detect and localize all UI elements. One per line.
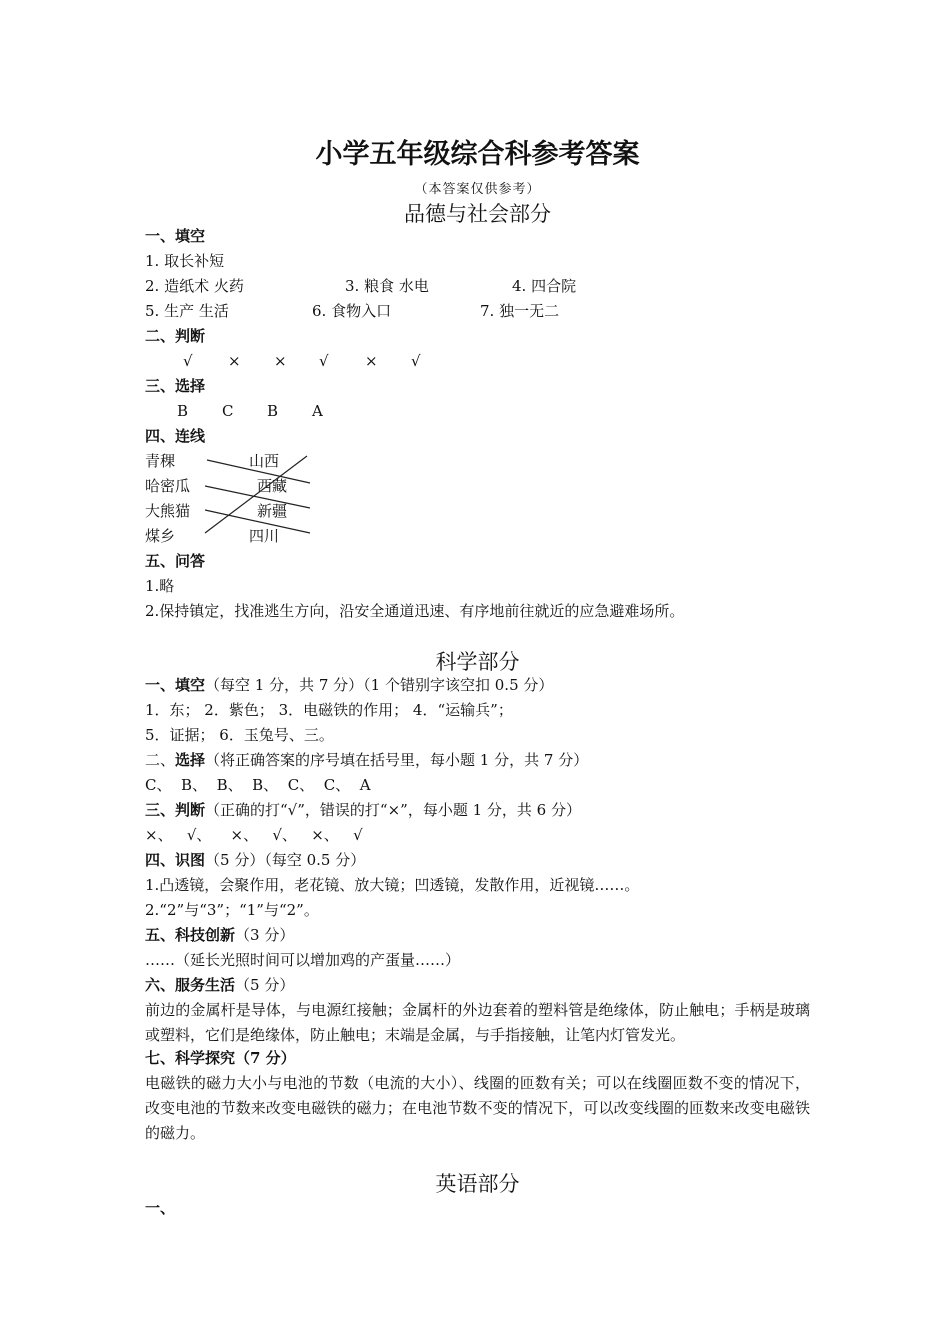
- kexue-q5-label: 五、科技创新: [145, 926, 236, 944]
- match-line: [205, 486, 310, 508]
- kexue-q2-label: 选择: [175, 751, 206, 769]
- kexue-q7-label: 七、科学探究（7 分）: [145, 1049, 296, 1067]
- kexue-q5-header: [145, 925, 294, 945]
- kexue-q4-header: [145, 850, 365, 870]
- match-left-item: 大熊猫: [145, 502, 191, 520]
- page-subtitle: （本答案仅供参考）: [414, 182, 541, 197]
- pinde-q1-ans2: 2. 造纸术 火药: [145, 277, 244, 295]
- kexue-q5-answer: ……（延长光照时间可以增加鸡的产蛋量……）: [145, 951, 461, 969]
- pinde-q2-answer: ×: [228, 352, 241, 370]
- kexue-q3-answers: ×、 √、 ×、 √、 ×、 √: [145, 826, 363, 844]
- kexue-q6-label: 六、服务生活: [145, 976, 236, 994]
- match-right-item: 四川: [249, 527, 280, 545]
- kexue-q3-label: 三、判断: [145, 801, 206, 819]
- kexue-q4-label: 四、识图: [145, 851, 206, 869]
- match-left-item: 青稞: [145, 452, 176, 470]
- pinde-q5-answer1: 1.略: [145, 577, 175, 595]
- kexue-q5-note: （3 分）: [235, 926, 295, 944]
- pinde-q2-label: 二、判断: [145, 327, 206, 345]
- kexue-q3-note: （正确的打“√”，错误的打“×”，每小题 1 分，共 6 分）: [205, 801, 581, 819]
- kexue-q4-line2: 2.“2”与“3”；“1”与“2”。: [145, 901, 319, 919]
- section-heading-yingyu: 英语部分: [435, 1172, 520, 1196]
- match-line: [207, 460, 310, 483]
- kexue-q6-answer: 前边的金属杆是导体，与电源红接触；金属杆的外边套着的塑料管是绝缘体，防止触电；手柄是玻璃或塑料，它们是绝缘体，防止触电；末端是金属，与手指接触，让笔内灯管发光。: [145, 1001, 810, 1044]
- pinde-q3-answer: A: [312, 402, 323, 420]
- pinde-q3-answer: B: [267, 402, 279, 420]
- pinde-q1-label: 一、填空: [145, 227, 206, 245]
- pinde-q5-label: 五、问答: [145, 552, 206, 570]
- pinde-q2-answer: ×: [365, 352, 378, 370]
- pinde-q3-answer: B: [177, 402, 189, 420]
- pinde-q2-answer: ×: [274, 352, 287, 370]
- page-title: 小学五年级综合科参考答案: [315, 139, 640, 170]
- section-heading-pinde: 品德与社会部分: [404, 202, 551, 226]
- match-right-item: 山西: [249, 452, 280, 470]
- pinde-q1-ans3: 3. 粮食 水电: [345, 277, 429, 295]
- kexue-q2-header: [145, 750, 588, 770]
- matching-lines: [145, 448, 345, 548]
- kexue-q1-label: 一、填空: [145, 676, 206, 694]
- pinde-q1-ans5: 5. 生产 生活: [145, 302, 229, 320]
- match-right-item: 新疆: [257, 502, 288, 520]
- match-left-item: 煤乡: [145, 527, 176, 545]
- kexue-q1-note: （每空 1 分，共 7 分）（1 个错别字该空扣 0.5 分）: [205, 676, 554, 694]
- match-left-item: 哈密瓜: [145, 477, 191, 495]
- pinde-q2-answer: √: [411, 352, 421, 370]
- kexue-q6-note: （5 分）: [235, 976, 295, 994]
- pinde-q1-line1: 1. 取长补短: [145, 252, 225, 270]
- pinde-q1-ans4: 4. 四合院: [512, 277, 577, 295]
- pinde-q3-label: 三、选择: [145, 377, 206, 395]
- pinde-q2-answer: √: [183, 352, 193, 370]
- section-heading-kexue: 科学部分: [435, 650, 520, 674]
- pinde-q5-answer2: 2.保持镇定，找准逃生方向，沿安全通道迅速、有序地前往就近的应急避难场所。: [145, 602, 685, 620]
- pinde-q3-answer: C: [222, 402, 234, 420]
- yingyu-q1-label: 一、: [145, 1199, 176, 1217]
- kexue-q6-header: [145, 975, 294, 995]
- kexue-q3-header: [145, 800, 581, 820]
- kexue-q2-prefix: 二、: [145, 751, 176, 769]
- kexue-q4-line1: 1.凸透镜，会聚作用，老花镜、放大镜；凹透镜，发散作用，近视镜……。: [145, 876, 640, 894]
- pinde-q1-ans7: 7. 独一无二: [480, 302, 560, 320]
- kexue-q1-header: [145, 675, 553, 695]
- kexue-q1-line2: 5．证据； 6．玉兔号、三。: [145, 726, 334, 744]
- kexue-q2-note: （将正确答案的序号填在括号里，每小题 1 分，共 7 分）: [205, 751, 589, 769]
- kexue-q2-answers: C、 B、 B、 B、 C、 C、 A: [145, 776, 371, 794]
- match-right-item: 西藏: [257, 477, 288, 495]
- pinde-q1-ans6: 6. 食物入口: [312, 302, 392, 320]
- pinde-q2-answer: √: [319, 352, 329, 370]
- kexue-q7-answer: 电磁铁的磁力大小与电池的节数（电流的大小）、线圈的匝数有关；可以在线圈匝数不变的情况下，改变电池的节数来改变电磁铁的磁力；在电池节数不变的情况下，可以改变线圈的匝数来改变电磁铁的磁力。: [145, 1074, 810, 1142]
- pinde-q4-label: 四、连线: [145, 427, 206, 445]
- kexue-q4-note: （5 分）（每空 0.5 分）: [205, 851, 366, 869]
- kexue-q1-line1: 1．东； 2．紫色； 3．电磁铁的作用； 4．“运输兵”；: [145, 701, 513, 719]
